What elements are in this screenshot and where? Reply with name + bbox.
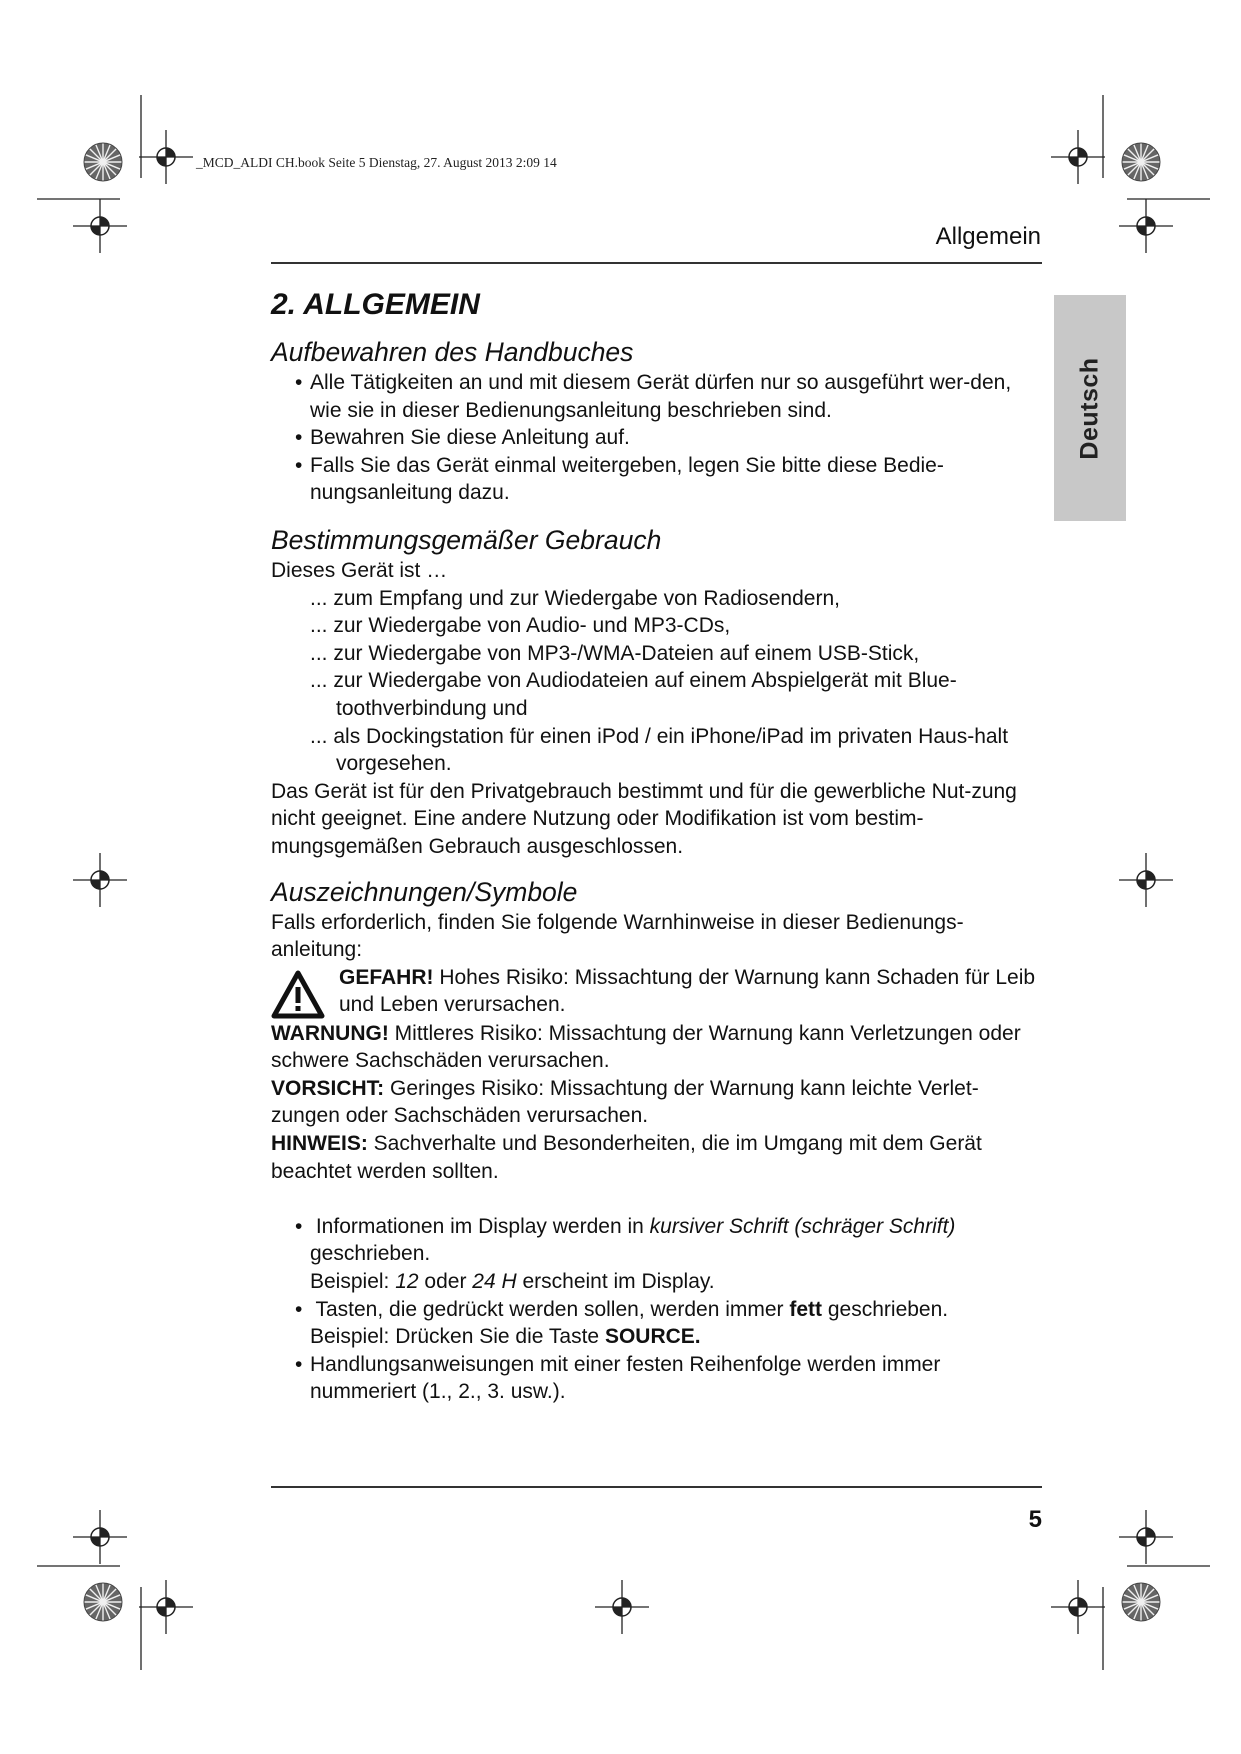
- list-item: ... zum Empfang und zur Wiedergabe von Radiosendern,: [271, 585, 1043, 613]
- danger-text: Hohes Risiko: Missachtung der Warnung kann Schaden für Leib und Leben verursachen.: [339, 965, 1036, 1017]
- star-target-bottom-left: [84, 1583, 122, 1621]
- header-rule: [271, 262, 1042, 264]
- list-item: ... zur Wiedergabe von MP3-/WMA-Dateien auf einem USB-Stick,: [271, 640, 1043, 668]
- bullet-list: [271, 369, 1043, 507]
- list-item: • Tasten, die gedrückt werden sollen, werden immer fett geschrieben. Beispiel: Drücken Sie die Taste SOURCE.: [271, 1296, 1043, 1351]
- list-item: • Informationen im Display werden in kursiver Schrift (schräger Schrift) geschrieben. Beispiel: 12 oder 24 H erscheint im Display.: [271, 1213, 1043, 1296]
- list-item: • Handlungsanweisungen mit einer festen Reihenfolge werden immer nummeriert (1., 2., 3. usw.).: [271, 1351, 1043, 1406]
- list-item: ... zur Wiedergabe von Audiodateien auf einem Abspielgerät mit Blue-toothverbindung und: [271, 667, 1043, 722]
- example-line: Beispiel: 12 oder 24 H erscheint im Display.: [310, 1270, 715, 1294]
- paragraph: Dieses Gerät ist …: [271, 558, 448, 582]
- usage-list: [271, 585, 1043, 778]
- note-text: Sachverhalte und Besonderheiten, die im Umgang mit dem Gerät beachtet werden sollten.: [271, 1132, 982, 1183]
- caution-notice: [271, 1075, 1043, 1130]
- print-slug: _MCD_ALDI CH.book Seite 5 Dienstag, 27. August 2013 2:09 14: [196, 155, 557, 170]
- danger-label: GEFAHR!: [339, 965, 434, 989]
- star-target-top-left: [84, 143, 122, 181]
- list-item: ... als Dockingstation für einen iPod / ein iPhone/iPad im privaten Haus-halt vorgesehen.: [271, 723, 1043, 778]
- list-item: • Falls Sie das Gerät einmal weitergeben, legen Sie bitte diese Bedie-nungsanleitung dazu.: [271, 452, 1043, 507]
- list-item: • Alle Tätigkeiten an und mit diesem Gerät dürfen nur so ausgeführt wer-den, wie sie in dieser Bedienungsanleitung beschrieben sind.: [271, 369, 1043, 424]
- warning-text: Mittleres Risiko: Missachtung der Warnung kann Verletzungen oder schwere Sachschäden verursachen.: [271, 1021, 1021, 1073]
- footer-rule: [271, 1486, 1042, 1488]
- note-label: HINWEIS:: [271, 1132, 368, 1156]
- list-item: ... zur Wiedergabe von Audio- und MP3-CDs,: [271, 612, 1043, 640]
- warning-triangle-icon: [271, 970, 325, 1020]
- section-title: Aufbewahren des Handbuches: [271, 337, 634, 367]
- paragraph: Das Gerät ist für den Privatgebrauch bestimmt und für die gewerbliche Nut-zung nicht geeignet. Eine andere Nutzung oder Modifikation ist vom bestim-mungsgemäßen Gebrauch ausgeschlossen.: [271, 779, 1017, 858]
- caution-text: Geringes Risiko: Missachtung der Warnung kann leichte Verlet-zungen oder Sachschäden verursachen.: [271, 1076, 979, 1128]
- bold-example: fett: [789, 1297, 823, 1321]
- page-content: [271, 284, 1043, 1406]
- caution-label: VORSICHT:: [271, 1076, 385, 1100]
- paragraph: Falls erforderlich, finden Sie folgende Warnhinweise in dieser Bedienungs-anleitung:: [271, 910, 964, 962]
- star-target-bottom-right: [1122, 1583, 1160, 1621]
- chapter-title: 2. ALLGEMEIN: [271, 288, 480, 321]
- warning-label: WARNUNG!: [271, 1021, 389, 1045]
- note-notice: [271, 1130, 1043, 1185]
- example-line: Beispiel: Drücken Sie die Taste SOURCE.: [310, 1325, 701, 1349]
- list-item: • Bewahren Sie diese Anleitung auf.: [271, 424, 1043, 452]
- convention-list: [271, 1213, 1043, 1406]
- section-title: Bestimmungsgemäßer Gebrauch: [271, 524, 662, 555]
- danger-notice: [271, 964, 1043, 1020]
- page-number: 5: [1028, 1506, 1042, 1533]
- key-name: SOURCE.: [604, 1325, 701, 1349]
- running-header: Allgemein: [935, 223, 1041, 250]
- language-tab-label: Deutsch: [1075, 356, 1104, 460]
- star-target-top-right: [1122, 143, 1160, 181]
- italic-example: kursiver Schrift (schräger Schrift): [649, 1214, 956, 1238]
- language-tab: [1054, 295, 1126, 521]
- warning-notice: [271, 1020, 1043, 1075]
- section-title: Auszeichnungen/Symbole: [271, 876, 578, 907]
